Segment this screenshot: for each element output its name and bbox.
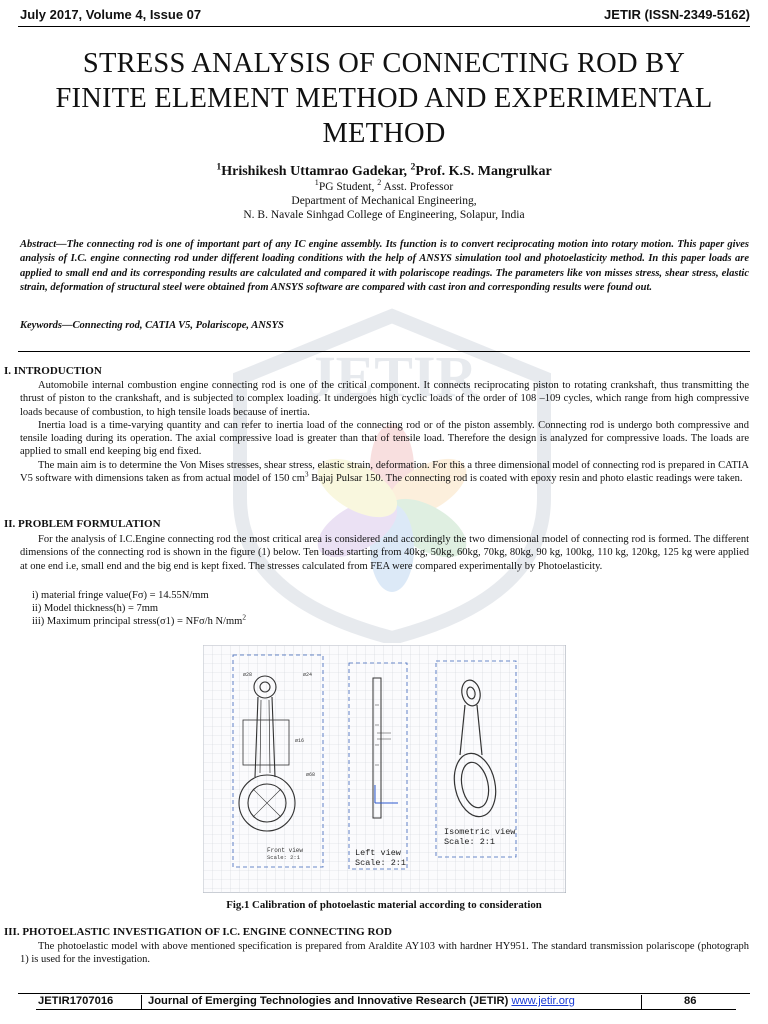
dimension-label-d: ø68 bbox=[306, 772, 316, 778]
page-number: 86 bbox=[684, 995, 697, 1007]
journal-name bbox=[148, 995, 575, 1007]
dimension-label-a: ø28 bbox=[243, 672, 253, 678]
figure-caption: Fig.1 Calibration of photoelastic material according to consideration bbox=[226, 899, 542, 911]
section-3-paragraph-1: The photoelastic model with above mentioned specification is prepared from Araldite AY103 with hardner HY951. The standard transmission polariscope (photograph 1) is used for the investigation. bbox=[20, 941, 749, 966]
section-3-heading: III. PHOTOELASTIC INVESTIGATION OF I.C. ENGINE CONNECTING ROD bbox=[4, 926, 392, 938]
section-1-paragraph-3 bbox=[20, 459, 749, 486]
dimension-label-b: ø24 bbox=[303, 672, 313, 678]
dimension-label-c: ø16 bbox=[295, 738, 305, 744]
isometric-view-label: Isometric view bbox=[444, 827, 516, 837]
author-1-marker: 1 bbox=[216, 161, 222, 173]
footer-separator-1 bbox=[141, 995, 142, 1010]
section-1-paragraph-1: Automobile internal combustion engine connecting rod is one of the critical component. It connects reciprocating piston to rotating crankshaft, thus transmitting the thrust of piston to the crankshaft, and is subjected to complex loading. It undergoes high cyclic loads of the order of 108 –109 cycles, which range from high compressive loads because of combustion, to high tensile loads because of inertia. bbox=[20, 380, 749, 418]
role-2: Asst. Professor bbox=[381, 181, 454, 193]
section-1-paragraph-3b: Bajaj Pulsar 150. The connecting rod is coated with epoxy resin and photo elastic readings were taken. bbox=[308, 473, 743, 485]
front-view-scale: Scale: 2:1 bbox=[267, 854, 301, 861]
role-1: PG Student, bbox=[318, 181, 378, 193]
college: N. B. Navale Sinhgad College of Engineering, Solapur, India bbox=[243, 209, 525, 221]
article-id: JETIR1707016 bbox=[38, 995, 114, 1007]
connecting-rod-drawing bbox=[203, 645, 566, 893]
journal-issn-header: JETIR (ISSN-2349-5162) bbox=[604, 7, 750, 22]
title-line-1: STRESS ANALYSIS OF CONNECTING ROD BY bbox=[82, 48, 686, 79]
department: Department of Mechanical Engineering, bbox=[291, 195, 477, 207]
parameter-item-1: i) material fringe value(Fσ) = 14.55N/mm bbox=[32, 590, 209, 601]
cubic-exponent: 3 bbox=[304, 469, 309, 479]
page-footer bbox=[36, 995, 736, 1010]
footer-separator-2 bbox=[641, 995, 642, 1010]
left-view-label: Left view bbox=[355, 848, 401, 858]
title-line-2: FINITE ELEMENT METHOD AND EXPERIMENTAL bbox=[55, 83, 713, 114]
isometric-view-scale: Scale: 2:1 bbox=[444, 837, 496, 847]
keywords: Keywords—Connecting rod, CATIA V5, Polariscope, ANSYS bbox=[20, 320, 284, 331]
section-1-paragraph-3a: The main aim is to determine the Von Mises stresses, shear stress, elastic strain, deformation. For this a three dimensional model of connecting rod is prepared in CATIA V5 software with dimensions taken as from actual model of 150 cm bbox=[20, 459, 749, 485]
section-3-body bbox=[20, 940, 749, 967]
section-2-heading: II. PROBLEM FORMULATION bbox=[4, 518, 161, 530]
section-2-paragraph-1: For the analysis of I.C.Engine connecting rod the most critical area is considered and accordingly the two dimensional model of connecting rod is formed. The different dimensions of the connecting rod is shown in the figure (1) below. Ten loads starting from 40kg, 50kg, 60kg, 70kg, 80kg, 90 kg, 100kg, 110 kg, 120kg, 125 kg were applied at one end i.e, small end and the big end is kept fixed. The stresses calculated from FEA were compared experimentally by Photoelasticity. bbox=[20, 534, 749, 572]
front-view-label: Front view bbox=[267, 847, 304, 854]
parameter-item-3-text: iii) Maximum principal stress(σ1) = NFσ/h N/mm bbox=[32, 616, 243, 627]
author-2-name: Prof. K.S. Mangrulkar bbox=[415, 164, 552, 179]
section-1-paragraph-2: Inertia load is a time-varying quantity and can refer to inertia load of the connecting rod or of the piston assembly. Connecting rod is undergo both compressive and tensile loading during its operation. The axial compressive load is greater than that of tensile load. Therefore the design is analyzed for compressive loads. The loads are applied to small end keeping big end fixed. bbox=[20, 419, 749, 458]
title-line-3: METHOD bbox=[322, 118, 446, 149]
section-divider bbox=[18, 351, 750, 352]
paper-title bbox=[20, 46, 748, 151]
watermark-text: JETIR bbox=[306, 344, 478, 409]
footer-underline bbox=[36, 1009, 736, 1010]
left-view-scale: Scale: 2:1 bbox=[355, 858, 407, 868]
journal-website-link[interactable]: www.jetir.org bbox=[511, 995, 575, 1007]
parameter-item-3-exponent: 2 bbox=[242, 612, 246, 622]
footer-divider bbox=[18, 993, 750, 994]
author-2-marker: 2 bbox=[410, 161, 416, 173]
parameter-item-3 bbox=[32, 612, 246, 628]
parameter-item-2: ii) Model thickness(h) = 7mm bbox=[32, 603, 159, 614]
section-1-body bbox=[20, 379, 749, 485]
author-list bbox=[0, 161, 768, 180]
journal-issue-header: July 2017, Volume 4, Issue 07 bbox=[20, 7, 202, 22]
section-2-body bbox=[20, 533, 749, 573]
journal-name-text: Journal of Emerging Technologies and Innovative Research (JETIR) bbox=[148, 995, 512, 1007]
section-1-heading: I. INTRODUCTION bbox=[4, 365, 102, 377]
abstract: Abstract—The connecting rod is one of important part of any IC engine assembly. Its function is to convert reciprocating motion into rotary motion. This paper gives analysis of I.C. engine connecting rod under different loading conditions with the help of ANSYS simulation tool and photoelasticity method. In this paper loads are applied to small end and its corresponding results are calculated and compared it with polariscope readings. The parameters like von misses stress, shear stress, elastic strain, deformation of structural steel were obtained from ANSYS software are compared with cast iron and corresponding results were found out. bbox=[20, 239, 749, 293]
author-roles bbox=[0, 178, 768, 193]
role-2-marker: 2 bbox=[377, 178, 382, 188]
author-1-name: Hrishikesh Uttamrao Gadekar, bbox=[221, 164, 411, 179]
parameter-list bbox=[32, 589, 246, 628]
header-divider bbox=[18, 26, 750, 27]
role-1-marker: 1 bbox=[314, 178, 319, 188]
